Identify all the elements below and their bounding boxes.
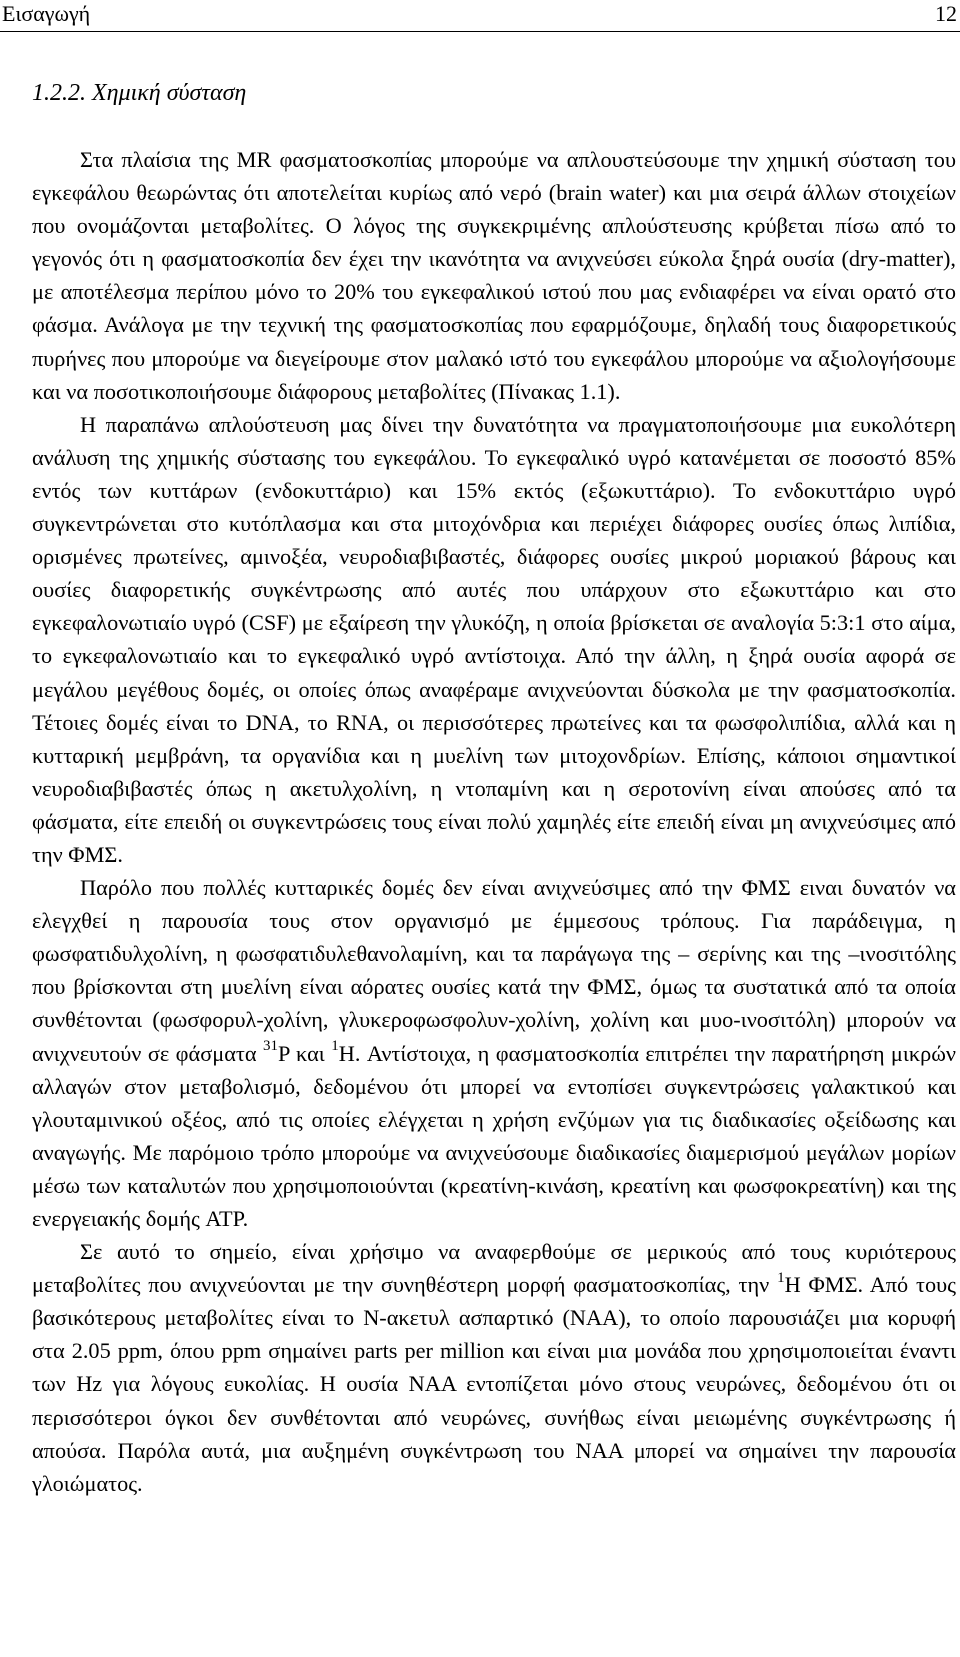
superscript-31: 31 [263,1038,278,1055]
header-chapter-title: Εισαγωγή [2,1,91,26]
superscript-1: 1 [331,1038,339,1055]
paragraph-3 [32,871,956,1235]
paragraph-3-text-a: Παρόλο που πολλές κυτταρικές δομές δεν είναι ανιχνεύσιμες από την ΦΜΣ ειναι δυνατόν να ελεγχθεί η παρουσία τους στον οργανισμό με έμμεσους τρόπους. Για παράδειγμα, η φωσφατιδυλχολίνη, η φωσφατιδυλεθανολαμίνη, και τα παράγωγα της – σερίνης και της –ινοσιτόλης που βρίσκονται στη μυελίνη είναι αόρατες ουσίες κατά την ΦΜΣ, όμως τα συστατικά από τα οποία συνθέτονται (φωσφορυλ-χολίνη, γλυκεροφωσφολυν-χολίνη, χολίνη και μυο-ινοσιτόλη) μπορούν να ανιχνευτούν σε φάσματα [32,875,956,1066]
paragraph-1: Στα πλαίσια της MR φασματοσκοπίας μπορούμε να απλουστεύσουμε την χημική σύσταση του εγκεφάλου θεωρώντας ότι αποτελείται κυρίως από νερό (brain water) και μια σειρά άλλων στοιχείων που ονομάζονται μεταβολίτες. Ο λόγος της συγκεκριμένης απλούστευσης κρύβεται πίσω από το γεγονός ότι η φασματοσκοπία δεν έχει την ικανότητα να ανιχνεύσει εύκολα ξηρά ουσία (dry-matter), με αποτέλεσμα περίπου μόνο το 20% του εγκεφαλικού ιστού που μας ενδιαφέρει να είναι ορατό στο φάσμα. Ανάλογα με την τεχνική της φασματοσκοπίας που εφαρμόζουμε, δηλαδή τους διαφορετικούς πυρήνες που μπορούμε να διεγείρουμε στον μαλακό ιστό του εγκεφάλου μπορούμε να αξιολογήσουμε και να ποσοτικοποιήσουμε διάφορους μεταβολίτες (Πίνακας 1.1). [32,147,956,404]
paragraph-4 [32,1235,956,1500]
running-header [0,0,960,32]
paragraph-4-text-a: Σε αυτό το σημείο, είναι χρήσιμο να αναφερθούμε σε μερικούς από τους κυριότερους μεταβολίτες που ανιχνεύονται με την συνηθέστερη μορφή φασματοσκοπίας, την [32,1239,956,1298]
header-page-number: 12 [935,1,957,26]
paragraph-4-text-b: H ΦΜΣ. Από τους βασικότερους μεταβολίτες είναι το N-ακετυλ ασπαρτικό (NAA), το οποίο παρουσιάζει μια κορυφή στα 2.05 ppm, όπου ppm σημαίνει parts per million και είναι μια μονάδα που χρησιμοποιείται έναντι των Hz για λόγους ευκολίας. Η ουσία NAA εντοπίζεται μόνο στους νευρώνες, δεδομένου ότι οι περισσότεροι όγκοι δεν συνθέτονται από νευρώνες, συνήθως είναι μειωμένης συγκέντρωσης ή απούσα. Παρόλα αυτά, μια αυξημένη συγκέντρωση του NAA μπορεί να σημαίνει την παρουσία γλοιώματος. [32,1272,956,1496]
body-text [32,143,956,1500]
paragraph-3-text-c: H. Αντίστοιχα, η φασματοσκοπία επιτρέπει την παρατήρηση μικρών αλλαγών στον μεταβολισμό, δεδομένου ότι μπορεί να εντοπίσει συγκεντρώσεις γαλακτικού και γλουταμινικού οξέος, από τις οποίες ελέγχεται η χρήση ενζύμων για τις διαδικασίες οξείδωσης και αναγωγής. Με παρόμοιο τρόπο μπορούμε να ανιχνεύσουμε διαδικασίες διαμερισμού μεγάλων μορίων μέσω των καταλυτών που χρησιμοποιούνται (κρεατίνη-κινάση, κρεατίνη και φωσφοκρεατίνη) και της ενεργειακής δομής ATP. [32,1040,957,1231]
section-heading: 1.2.2. Χημική σύσταση [32,80,247,106]
paragraph-2: Η παραπάνω απλούστευση μας δίνει την δυνατότητα να πραγματοποιήσουμε μια ευκολότερη ανάλυση της χημικής σύστασης του εγκεφάλου. Το εγκεφαλικό υγρό κατανέμεται σε ποσοστό 85% εντός των κυττάρων (ενδοκυττάριο) και 15% εκτός (εξωκυττάριο). Το ενδοκυττάριο υγρό συγκεντρώνεται στο κυτόπλασμα και στα μιτοχόνδρια και περιέχει διάφορες ουσίες όπως λιπίδια, ορισμένες πρωτείνες, αμινοξέα, νευροδιαβιβαστές, διάφορες ουσίες μικρού μοριακού βάρους και ουσίες διαφορετικής συγκέντρωσης από αυτές που υπάρχουν στο εξωκυττάριο και στο εγκεφαλονωτιαίο υγρό (CSF) με εξαίρεση την γλυκόζη, η οποία βρίσκεται σε αναλογία 5:3:1 στο αίμα, το εγκεφαλονωτιαίο και το εγκεφαλικό υγρό αντίστοιχα. Από την άλλη, η ξηρά ουσία αφορά σε μεγάλου μεγέθους δομές, οι οποίες όπως αναφέραμε ανιχνεύονται δύσκολα με την φασματοσκοπία. Τέτοιες δομές είναι το DNA, το RNA, οι περισσότερες πρωτείνες και τα φωσφολιπίδια, αλλά και η κυτταρική μεμβράνη, τα οργανίδια και η μυελίνη των μιτοχονδρίων. Επίσης, κάποιοι σημαντικοί νευροδιαβιβαστές όπως η ακετυλχολίνη, η ντοπαμίνη και η σεροτονίνη είναι απούσες από τα φάσματα, είτε επειδή οι συγκεντρώσεις τους είναι πολύ χαμηλές είτε επειδή είναι μη ανιχνεύσιμες από την ΦΜΣ. [32,411,956,867]
superscript-1: 1 [777,1269,785,1286]
paragraph-3-text-b: P και [278,1040,325,1066]
